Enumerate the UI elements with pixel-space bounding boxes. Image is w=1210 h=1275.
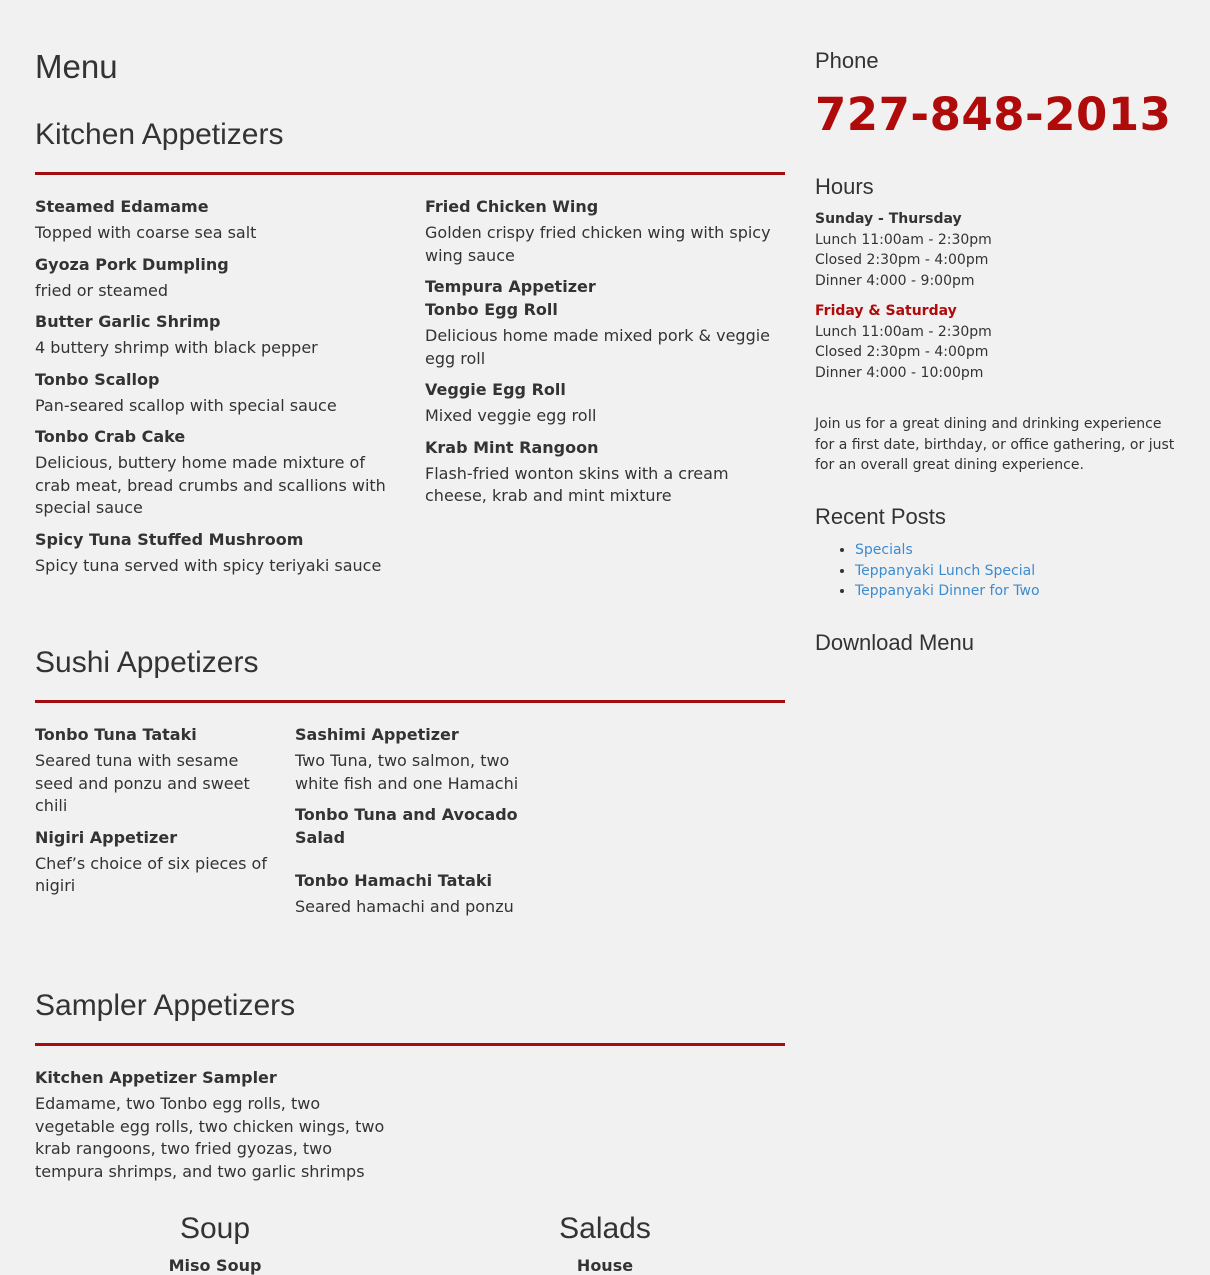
recent-posts-list [815,540,1040,602]
hours-heading: Hours [815,174,874,199]
section-title-kitchen-appetizers: Kitchen Appetizers [35,118,284,151]
menu-item [425,298,785,370]
menu-column [425,195,785,516]
item-name: Nigiri Appetizer [35,827,178,847]
menu-item [35,368,395,418]
section-title-sushi-appetizers: Sushi Appetizers [35,646,259,679]
menu-item [295,869,520,919]
download-menu-heading[interactable]: Download Menu [815,630,974,655]
menu-item [35,310,395,360]
item-name: Krab Mint Rangoon [425,437,599,457]
item-name: Tonbo Crab Cake [35,427,186,446]
recent-posts-heading: Recent Posts [815,504,946,529]
item-name: Veggie Egg Roll [425,380,566,399]
menu-item [35,253,395,303]
hours-line: Lunch 11:00am - 2:30pm [815,231,992,248]
menu-item [425,275,785,298]
page-title: Menu [35,48,118,85]
menu-item [425,195,785,267]
phone-heading: Phone [815,48,879,73]
hours-line: Dinner 4:000 - 9:00pm [815,273,975,290]
menu-item [295,803,520,849]
item-description: Seared tuna with sesame seed and ponzu and sweet chili [35,751,250,815]
item-description: Edamame, two Tonbo egg rolls, two vegetable egg rolls, two chicken wings, two krab rangoons, two fried gyozas, two tempura shrimps, and two garlic shrimps [35,1094,385,1181]
post-link-teppanyaki-dinner[interactable]: Teppanyaki Dinner for Two [855,583,1040,600]
menu-column [35,1066,405,1191]
section-divider [35,1043,785,1046]
section-title-sampler-appetizers: Sampler Appetizers [35,989,296,1022]
item-name: Tempura Appetizer [425,277,596,296]
list-item [855,561,1040,582]
hours-group [815,301,992,384]
hours-line: Lunch 11:00am - 2:30pm [815,323,992,340]
menu-item [35,528,395,578]
dining-blurb: Join us for a great dining and drinking experience for a first date, birthday, or office gathering, or just for an overall great dining experience. [815,416,1175,474]
item-description: fried or steamed [35,280,169,300]
item-name: Tonbo Tuna and Avocado Salad [295,805,518,847]
item-description: Mixed veggie egg roll [425,406,597,425]
item-description: Pan-seared scallop with special sauce [35,395,337,415]
item-name: Fried Chicken Wing [425,197,599,216]
item-name: Tonbo Tuna Tataki [35,725,197,744]
item-description: Chef’s choice of six pieces of nigiri [35,853,267,895]
salads-first-item: House [576,1256,634,1275]
menu-item [35,723,270,818]
hours-days: Sunday - Thursday [815,211,962,227]
item-name: Tonbo Hamachi Tataki [295,871,492,890]
post-link-specials[interactable]: Specials [855,542,913,558]
hours-line: Closed 2:30pm - 4:00pm [815,252,989,269]
item-description: 4 buttery shrimp with black pepper [35,338,318,357]
item-name: Tonbo Egg Roll [425,300,558,319]
item-name: Gyoza Pork Dumpling [35,254,229,274]
menu-item [425,436,785,508]
salads-heading: Salads [559,1212,651,1245]
menu-column [35,723,270,906]
item-description: Golden crispy fried chicken wing with spicy wing sauce [425,223,771,265]
item-description: Flash-fried wonton skins with a cream cheese, krab and mint mixture [425,463,729,505]
menu-item [295,723,520,795]
post-link-teppanyaki-lunch[interactable]: Teppanyaki Lunch Special [855,562,1036,579]
menu-item [35,195,395,245]
menu-item [35,1066,405,1183]
menu-column [295,723,520,927]
item-name: Butter Garlic Shrimp [35,312,221,331]
item-name: Kitchen Appetizer Sampler [35,1068,277,1087]
item-name: Steamed Edamame [35,197,209,216]
soup-heading: Soup [179,1212,251,1245]
item-description: Spicy tuna served with spicy teriyaki sauce [35,555,382,575]
phone-number[interactable]: 727-848-2013 [815,88,1172,141]
item-description: Two Tuna, two salmon, two white fish and one Hamachi [295,751,519,793]
item-description: Delicious home made mixed pork & veggie egg roll [425,326,771,368]
section-divider [35,700,785,703]
hours-group [815,209,992,292]
menu-item [35,425,395,520]
soup-first-item: Miso Soup [168,1256,262,1275]
menu-item [35,826,270,898]
list-item [855,540,1040,561]
hours-line: Closed 2:30pm - 4:00pm [815,344,989,361]
menu-item [425,378,785,428]
item-description: Seared hamachi and ponzu [295,897,514,916]
item-name: Spicy Tuna Stuffed Mushroom [35,529,304,549]
list-item [855,581,1040,602]
item-description: Topped with coarse sea salt [35,223,257,242]
section-divider [35,172,785,175]
hours-days: Friday & Saturday [815,303,957,319]
item-name: Tonbo Scallop [35,369,160,389]
item-description: Delicious, buttery home made mixture of crab meat, bread crumbs and scallions with special sauce [35,453,386,517]
menu-column [35,195,395,585]
hours-line: Dinner 4:000 - 10:00pm [815,365,984,382]
item-name: Sashimi Appetizer [295,725,459,744]
